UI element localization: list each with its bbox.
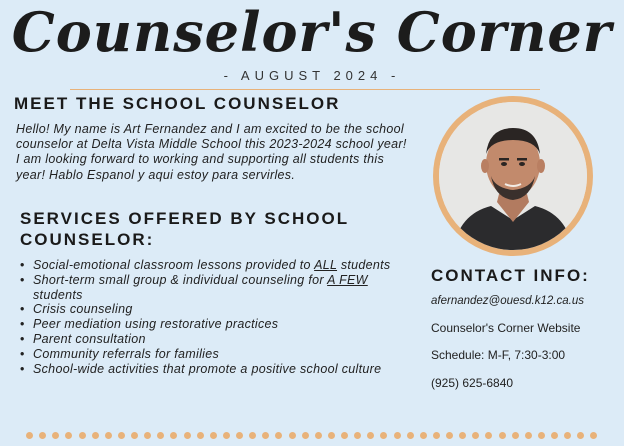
border-dot: [499, 432, 506, 439]
border-dot: [551, 432, 558, 439]
border-dot: [144, 432, 151, 439]
border-dot: [472, 432, 479, 439]
border-dot: [525, 432, 532, 439]
portrait-illustration: [439, 102, 587, 250]
border-dot: [262, 432, 269, 439]
border-dot: [26, 432, 33, 439]
border-dot: [590, 432, 597, 439]
border-dot: [118, 432, 125, 439]
border-dot: [39, 432, 46, 439]
border-dot: [210, 432, 217, 439]
list-item: • Community referrals for families: [20, 347, 400, 362]
border-dot: [577, 432, 584, 439]
border-dot: [92, 432, 99, 439]
list-item: • Short-term small group & individual counseling for A FEW students: [20, 273, 400, 303]
border-dot: [302, 432, 309, 439]
border-dot: [485, 432, 492, 439]
list-item: • Crisis counseling: [20, 302, 400, 317]
border-dot: [289, 432, 296, 439]
contact-phone: (925) 625-6840: [431, 376, 514, 390]
contact-schedule: Schedule: M-F, 7:30-3:00: [431, 348, 566, 362]
border-dot: [433, 432, 440, 439]
services-list: [20, 258, 400, 376]
border-dot: [315, 432, 322, 439]
list-item: • Peer mediation using restorative practices: [20, 317, 400, 332]
border-dot: [564, 432, 571, 439]
list-item: • Parent consultation: [20, 332, 400, 347]
counselor-website-link[interactable]: Counselor's Corner Website: [431, 321, 581, 335]
border-dot: [446, 432, 453, 439]
border-dot: [354, 432, 361, 439]
border-dot: [538, 432, 545, 439]
contact-email[interactable]: afernandez@ouesd.k12.ca.us: [431, 295, 584, 307]
divider-line: [70, 89, 540, 90]
border-dot: [105, 432, 112, 439]
border-dot: [367, 432, 374, 439]
counselor-intro-text: Hello! My name is Art Fernandez and I am excited to be the school counselor at Delta Vista Middle School this 2023-2024 school year! I am looking forward to working and supporting all students this year! Hablo Espanol y aqui estoy para servirles.: [16, 122, 407, 182]
border-dot: [79, 432, 86, 439]
border-dot: [52, 432, 59, 439]
border-dot: [157, 432, 164, 439]
counselor-photo: [433, 96, 593, 256]
border-dot: [512, 432, 519, 439]
newsletter-title: Counselor's Corner: [11, 0, 613, 64]
border-dot: [131, 432, 138, 439]
dotted-border: [26, 431, 598, 439]
border-dot: [223, 432, 230, 439]
services-heading: SERVICES OFFERED BY SCHOOL COUNSELOR:: [20, 209, 349, 249]
border-dot: [275, 432, 282, 439]
border-dot: [236, 432, 243, 439]
border-dot: [459, 432, 466, 439]
border-dot: [420, 432, 427, 439]
border-dot: [184, 432, 191, 439]
border-dot: [341, 432, 348, 439]
border-dot: [380, 432, 387, 439]
border-dot: [197, 432, 204, 439]
newsletter-date: - AUGUST 2024 -: [223, 68, 401, 83]
meet-counselor-heading: MEET THE SCHOOL COUNSELOR: [14, 94, 341, 113]
border-dot: [328, 432, 335, 439]
counselor-portrait: [439, 102, 587, 250]
border-dot: [249, 432, 256, 439]
contact-heading: CONTACT INFO:: [431, 266, 590, 285]
border-dot: [65, 432, 72, 439]
border-dot: [170, 432, 177, 439]
border-dot: [407, 432, 414, 439]
border-dot: [394, 432, 401, 439]
list-item: • School-wide activities that promote a positive school culture: [20, 362, 400, 377]
list-item: • Social-emotional classroom lessons provided to ALL students: [20, 258, 400, 273]
